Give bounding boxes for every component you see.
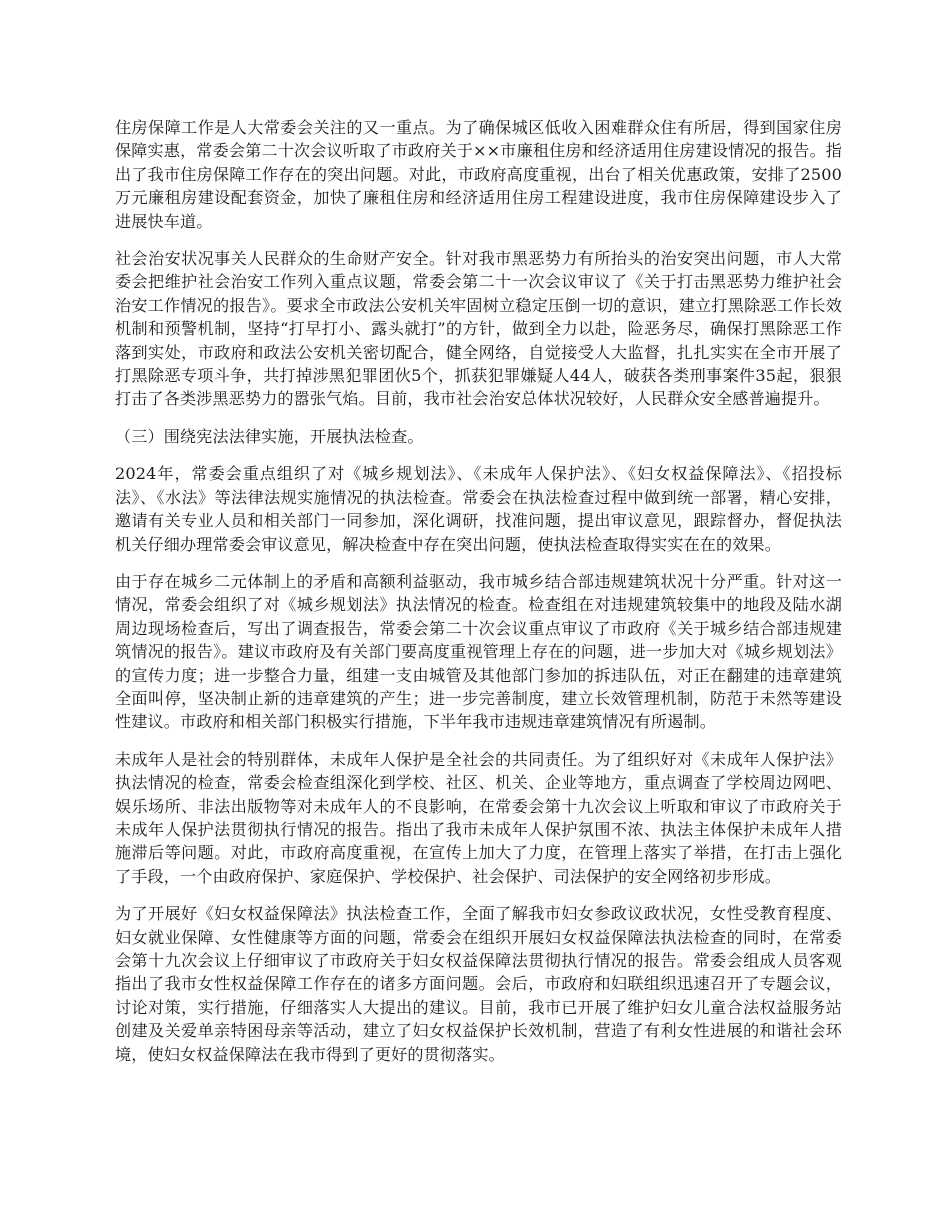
paragraph-housing-security: 住房保障工作是人大常委会关注的又一重点。为了确保城区低收入困难群众住有所居，得到国家住房保障实惠，常委会第二十次会议听取了市政府关于××市廉租住房和经济适用住房建设情况的报告。指出了我市住房保障工作存在的突出问题。对此，市政府高度重视，出台了相关优惠政策，安排了2500万元廉租房建设配套资金，加快了廉租住房和经济适用住房工程建设进度，我市住房保障建设步入了进展快车道。 — [115, 118, 842, 231]
document-body — [115, 116, 842, 1080]
paragraph-urban-planning: 由于存在城乡二元体制上的矛盾和高额利益驱动，我市城乡结合部违规建筑状况十分严重。针对这一情况，常委会组织了对《城乡规划法》执法情况的检查。检查组在对违规建筑较集中的地段及陆水湖周边现场检查后，写出了调查报告，常委会第二十次会议重点审议了市政府《关于城乡结合部违规建筑情况的报告》。建议市政府及有关部门要高度重视管理上存在的问题，进一步加大对《城乡规划法》的宣传力度；进一步整合力量，组建一支由城管及其他部门参加的拆违队伍，对正在翻建的违章建筑全面叫停，坚决制止新的违章建筑的产生；进一步完善制度，建立长效管理机制，防范于未然等建设性建议。市政府和相关部门积极实行措施，下半年我市违规违章建筑情况有所遏制。 — [115, 571, 842, 732]
paragraph-minors-protection: 未成年人是社会的特别群体，未成年人保护是全社会的共同责任。为了组织好对《未成年人保护法》执法情况的检查，常委会检查组深化到学校、社区、机关、企业等地方，重点调查了学校周边网吧、娱乐场所、非法出版物等对未成年人的不良影响，在常委会第十九次会议上听取和审议了市政府关于未成年人保护法贯彻执行情况的报告。指出了我市未成年人保护氛围不浓、执法主体保护未成年人措施滞后等问题。对此，市政府高度重视，在宣传上加大了力度，在管理上落实了举措，在打击上强化了手段，一个由政府保护、家庭保护、学校保护、社会保护、司法保护的安全网络初步形成。 — [115, 749, 842, 886]
section-heading-law-enforcement: （三）围绕宪法法律实施，开展执法检查。 — [115, 426, 424, 446]
paragraph-law-inspection-overview: 2024年，常委会重点组织了对《城乡规划法》、《未成年人保护法》、《妇女权益保障法》、《招投标法》、《水法》等法律法规实施情况的执法检查。常委会在执法检查过程中做到统一部署，精心安排，邀请有关专业人员和相关部门一同参加，深化调研，找准问题，提出审议意见，跟踪督办，督促执法机关仔细办理常委会审议意见，解决检查中存在突出问题，使执法检查取得实实在在的效果。 — [115, 464, 842, 554]
paragraph-public-security: 社会治安状况事关人民群众的生命财产安全。针对我市黑恶势力有所抬头的治安突出问题，市人大常委会把维护社会治安工作列入重点议题，常委会第二十一次会议审议了《关于打击黑恶势力维护社会治安工作情况的报告》。要求全市政法公安机关牢固树立稳定压倒一切的意识，建立打黑除恶工作长效机制和预警机制，坚持“打早打小、露头就打”的方针，做到全力以赴，险恶务尽，确保打黑除恶工作落到实处，市政府和政法公安机关密切配合，健全网络，自觉接受人大监督，扎扎实实在全市开展了打黑除恶专项斗争，共打掉涉黑犯罪团伙5个，抓获犯罪嫌疑人44人，破获各类刑事案件35起，狠狠打击了各类涉黑恶势力的嚣张气焰。目前，我市社会治安总体状况较好，人民群众安全感普遍提升。 — [115, 249, 842, 409]
paragraph-women-rights: 为了开展好《妇女权益保障法》执法检查工作，全面了解我市妇女参政议政状况，女性受教育程度、妇女就业保障、女性健康等方面的问题，常委会在组织开展妇女权益保障法执法检查的同时，在常委会第十九次会议上仔细审议了市政府关于妇女权益保障法贯彻执行情况的报告。常委会组成人员客观指出了我市女性权益保障工作存在的诸多方面问题。会后，市政府和妇联组织迅速召开了专题会议，讨论对策，实行措施，仔细落实人大提出的建议。目前，我市已开展了维护妇女儿童合法权益服务站创建及关爱单亲特困母亲等活动，建立了妇女权益保护长效机制，营造了有利女性进展的和谐社会环境，使妇女权益保障法在我市得到了更好的贯彻落实。 — [115, 904, 842, 1064]
